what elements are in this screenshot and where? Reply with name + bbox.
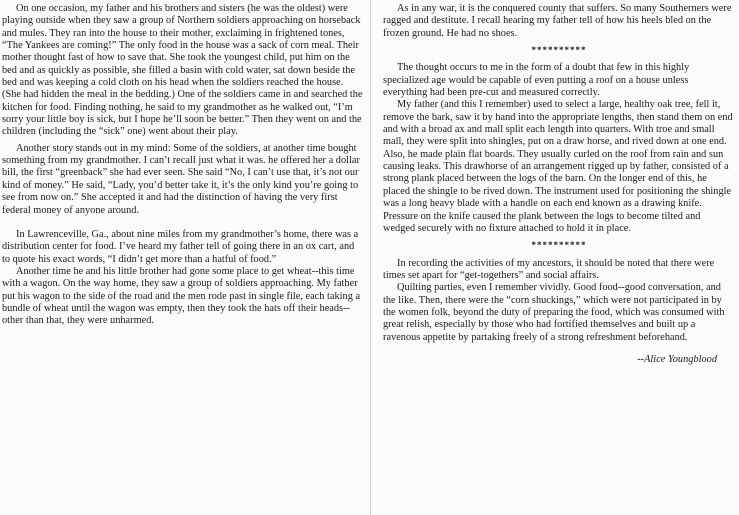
paragraph-conquered-county: As in any war, it is the conquered county that suffers. So many Southerners were ragged and destitute. I recall hearing my father tell of how his heels bled on the frozen ground. He had no shoes. [383,3,732,39]
paragraph-get-togethers: In recording the activities of my ancestors, it should be noted that there were times set apart for “get-togethers” and social affairs. [383,257,715,281]
paragraph-yankees-story: On one occasion, my father and his brothers and sisters (he was the oldest) were playing outside when they saw a group of Northern soldiers approaching on horseback and mules. They ran into the house to their mother, exclaiming in frightened tones, “The Yankees are coming!” The only food in the house was a sack of corn meal. Their mother thought fast of how to save that. She took the youngest child, put him on the bed and as quickly as possible, she filled a basin with cold water, sat down beside the bed and was keeping a cold cloth on his head when the soldiers reached the house. (She had hidden the meal in the bedding.) One of the soldiers came in and searched the kitchen for food. Finding nothing, he said to my grandmother as he walked out, “I’m sorry your little boy is sick, but I hope he’ll soon be better.” Then they went on and the children (including the “sick” one) went about their play. [2,3,363,138]
paragraph-roof-doubt: The thought occurs to me in the form of a doubt that few in this highly specialized age would be capable of even putting a roof on a house unless everything had been pre-cut and measured correctly. [383,62,690,99]
section-separator: ********** [531,240,587,251]
paragraph-greenback-story: Another story stands out in my mind: Some of the soldiers, at another time bought something from my grandmother. I can’t recall just what it was. he offered her a dollar bill, the first “greenback” she had ever seen. She said “No, I can’t use that, it’s not our kind of money.” He said, “Lady, you’d better take it, it’s the only kind you’re going to see from now on.” She accepted it and had the distinction of having the very first federal money of anyone around. [2,142,360,216]
paragraph-quilting-parties: Quilting parties, even I remember vividly. Good food--good conversation, and the like. Then, there were the “corn shuckings,” which were not participated in by the women folk, beyond the duty of preparing the food, which was consumed with great relish, especially by those who had fortified themselves and built up a ravenous appetite by partaking freely of a strong refreshment beforehand. [383,282,725,343]
right-column [383,3,735,366]
left-column [2,3,364,328]
section-separator: ********** [531,45,587,56]
paragraph-lawrenceville: In Lawrenceville, Ga., about nine miles from my grandmother’s home, there was a distribution center for food. I’ve heard my father tell of going there in an ox cart, and to quote his exact words, “I didn’t get more than a hatful of food.” [2,228,359,265]
paragraph-shingle-making: My father (and this I remember) used to select a large, healthy oak tree, fell it, remove the bark, saw it by hand into the appropriate lengths, then stand them on end and with a broad ax and mall split each length into quarters. With troe and small mall, they were split into shingles, put on a draw horse, and rived down at one end. Also, he made plain flat boards. They usually curled on the roof from rain and sun causing leaks. This drawhorse of an arrangement rigged up by father, consisted of a strong plank placed between the logs of the barn. On the longer end of this, he placed the shingle to be rived down. The instrument used for positioning the shingle was a long heavy blade with a handle on each end known as a drawing knife. Pressure on the knife caused the plank between the logs to become tilted and wedged securely with no fixture attached to hold it in place. [383,99,733,234]
author-signature: --Alice Youngblood [637,353,717,365]
paragraph-wheat-wagon: Another time he and his little brother had gone some place to get wheat--this time with a wagon. On the way home, they saw a group of soldiers approaching. My father put his wagon to the side of the road and the men rode past in single file, each taking a bundle of wheat until the wagon was empty, then they took the hats off their heads--other than that, they were unharmed. [2,265,361,327]
column-divider [370,0,371,515]
